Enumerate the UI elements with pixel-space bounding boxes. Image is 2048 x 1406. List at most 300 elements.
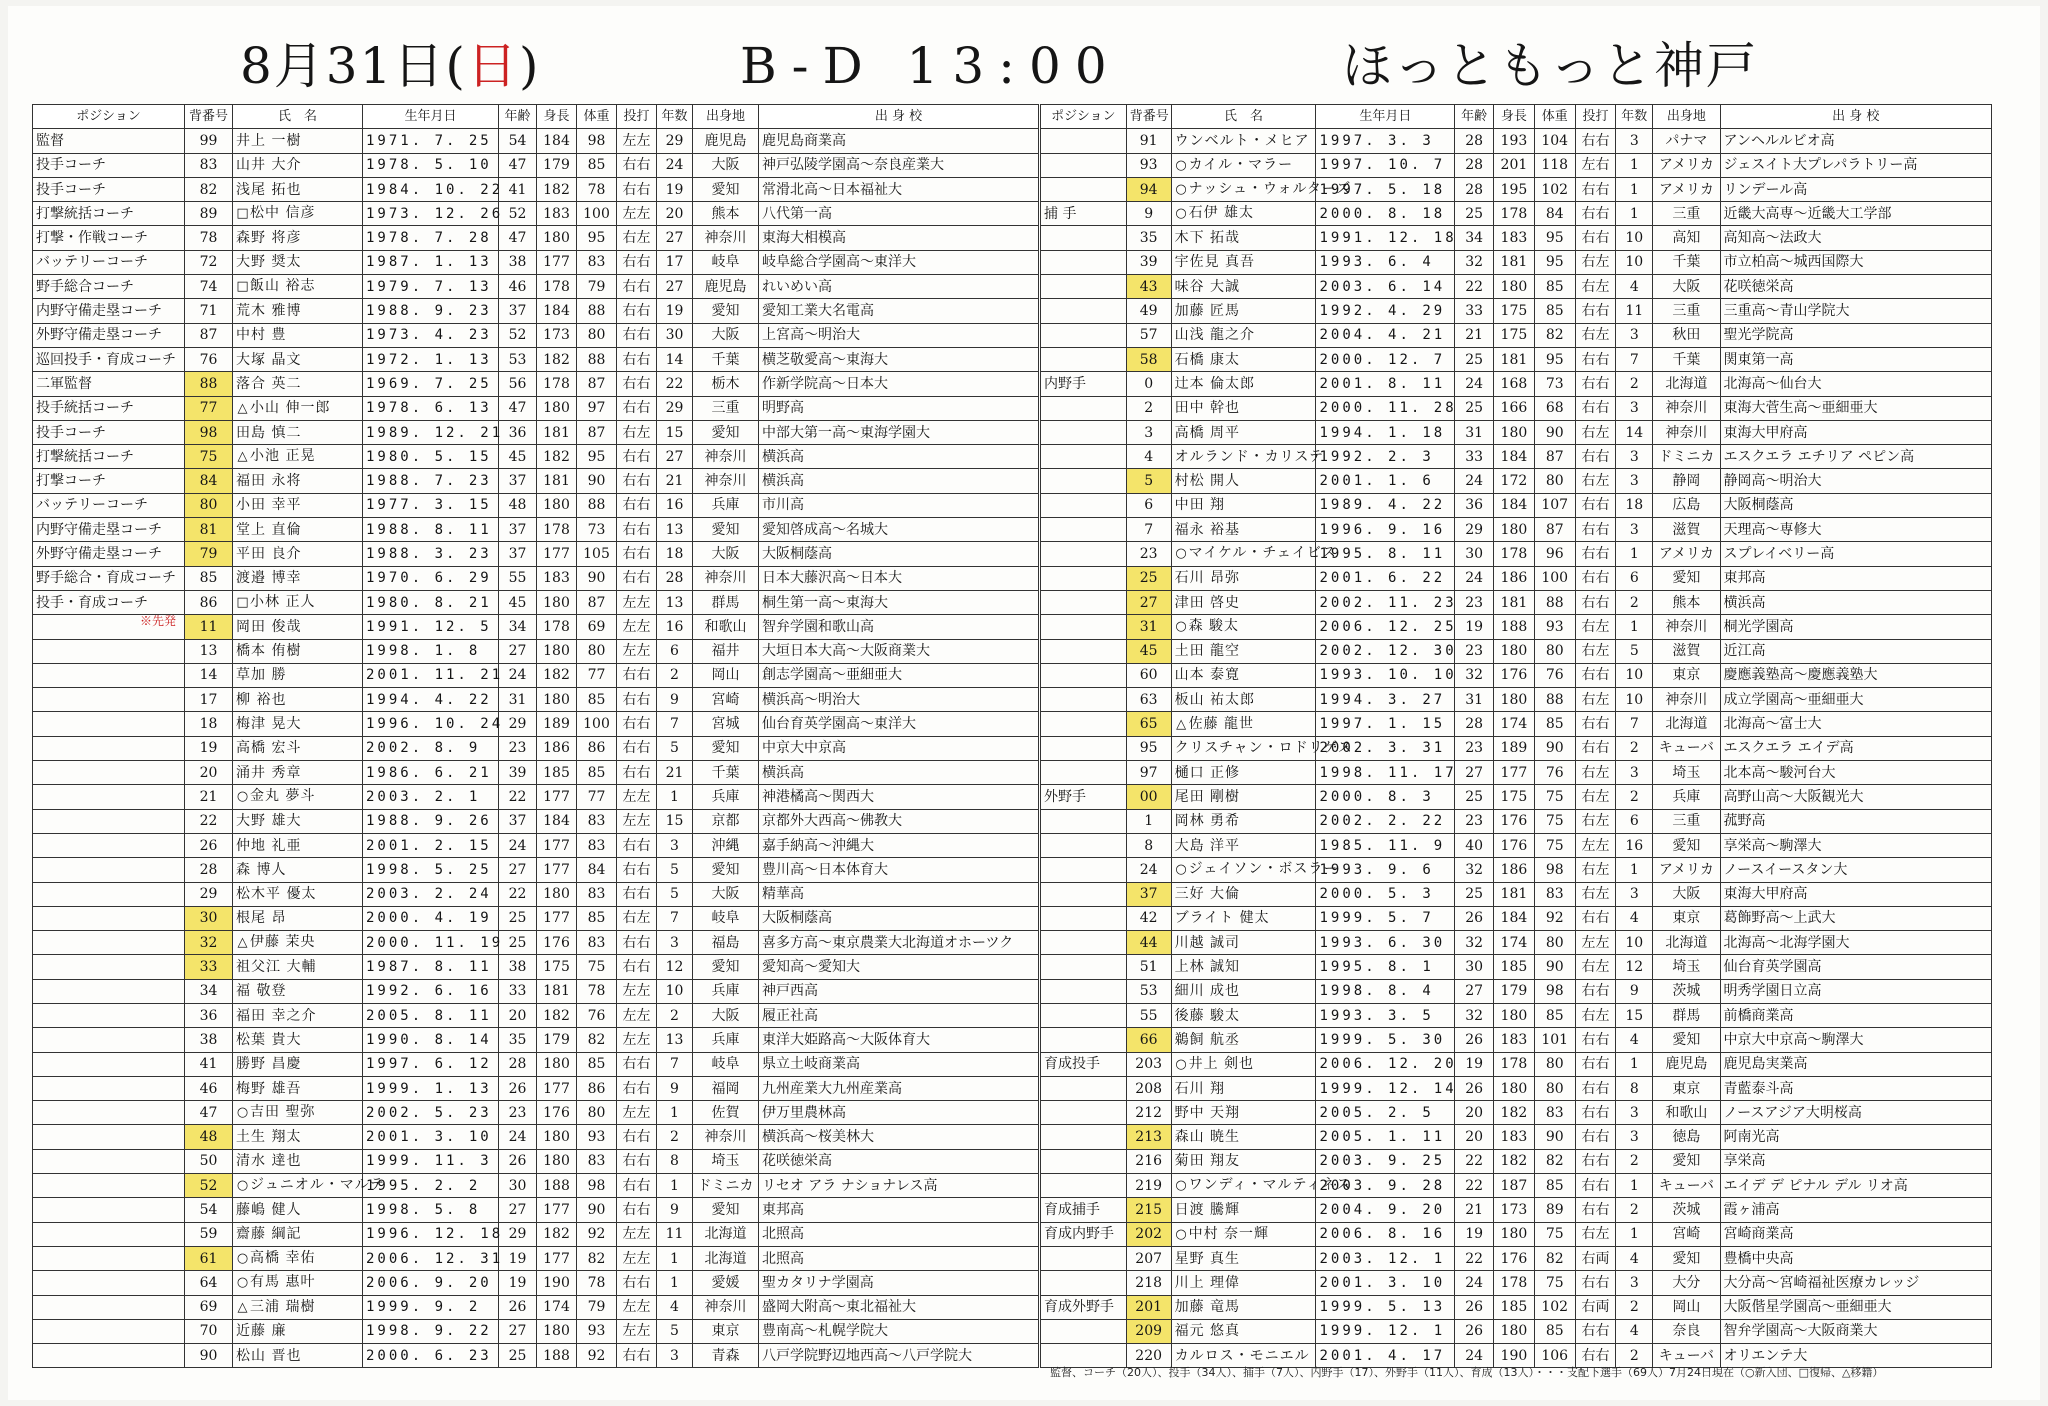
table-row <box>33 542 1039 566</box>
birthdate-cell: 1973. 12. 26 <box>363 202 499 226</box>
position-cell <box>1041 931 1127 955</box>
hometown-cell: 愛知 <box>693 299 759 323</box>
weight-cell: 90 <box>1534 736 1575 760</box>
bats-throws-cell: 右右 <box>617 275 657 299</box>
age-cell: 39 <box>499 761 537 785</box>
player-name-cell: 石川 昂弥 <box>1171 566 1316 590</box>
jersey-number-cell: 220 <box>1126 1344 1171 1368</box>
bats-throws-cell: 右右 <box>1575 347 1616 371</box>
years-cell: 18 <box>657 542 693 566</box>
birthdate-cell: 2000. 12. 7 <box>1316 347 1455 371</box>
hometown-cell: 岐阜 <box>693 906 759 930</box>
player-name-cell: クリスチャン・ロドリゲス <box>1171 736 1316 760</box>
position-cell <box>33 785 185 809</box>
hometown-cell: 兵庫 <box>693 493 759 517</box>
school-cell: 天理高～専修大 <box>1720 518 1991 542</box>
years-cell: 29 <box>657 396 693 420</box>
table-row <box>1041 590 1992 614</box>
years-cell: 5 <box>657 1319 693 1343</box>
years-cell: 2 <box>657 1003 693 1027</box>
birthdate-cell: 1999. 9. 2 <box>363 1295 499 1319</box>
birthdate-cell: 2001. 2. 15 <box>363 833 499 857</box>
hometown-cell: 福島 <box>693 931 759 955</box>
weight-cell: 93 <box>577 1125 617 1149</box>
position-cell <box>33 882 185 906</box>
school-cell: 明秀学園日立高 <box>1720 979 1991 1003</box>
birthdate-cell: 2003. 12. 1 <box>1316 1246 1455 1270</box>
position-cell: 投手統括コーチ <box>33 396 185 420</box>
table-row <box>1041 882 1992 906</box>
position-cell: 野手総合・育成コーチ <box>33 566 185 590</box>
hometown-cell: キューバ <box>1653 1344 1720 1368</box>
age-cell: 32 <box>1455 931 1494 955</box>
player-name-cell <box>1171 1174 1352 1198</box>
hometown-cell: 大阪 <box>1653 882 1720 906</box>
age-cell: 33 <box>499 979 537 1003</box>
years-cell: 13 <box>657 518 693 542</box>
position-cell <box>1041 688 1127 712</box>
weight-cell: 85 <box>577 688 617 712</box>
player-name-cell: 福元 悠真 <box>1171 1319 1316 1343</box>
position-cell: 打撃コーチ <box>33 469 185 493</box>
bats-throws-cell: 右右 <box>1575 445 1616 469</box>
player-name-cell: 松山 晋也 <box>233 1344 363 1368</box>
weight-cell: 90 <box>577 469 617 493</box>
bats-throws-cell: 右右 <box>617 663 657 687</box>
table-row <box>1041 542 1992 566</box>
table-row <box>1041 1028 1992 1052</box>
roster-table-right <box>1040 104 1992 1368</box>
jersey-number-cell: 59 <box>185 1222 233 1246</box>
table-row <box>33 858 1039 882</box>
player-name-cell: 藤嶋 健人 <box>233 1198 363 1222</box>
height-cell: 201 <box>1494 153 1535 177</box>
position-cell <box>1041 615 1127 639</box>
table-row <box>33 299 1039 323</box>
bats-throws-cell: 左左 <box>617 1222 657 1246</box>
table-row <box>1041 566 1992 590</box>
table-row <box>33 347 1039 371</box>
position-cell: 監督 <box>33 129 185 153</box>
height-cell: 178 <box>537 372 577 396</box>
position-cell <box>33 955 185 979</box>
jersey-number-cell: 42 <box>1126 906 1171 930</box>
player-name-cell: 野中 天翔 <box>1171 1101 1316 1125</box>
jersey-number-cell: 41 <box>185 1052 233 1076</box>
position-cell <box>1041 493 1127 517</box>
height-cell: 180 <box>1494 1319 1535 1343</box>
school-cell: エスクエラ エチリア ペピン高 <box>1720 445 1991 469</box>
weight-cell: 87 <box>577 590 617 614</box>
bats-throws-cell: 左左 <box>617 1028 657 1052</box>
jersey-number-cell: 209 <box>1126 1319 1171 1343</box>
weight-cell: 102 <box>1534 177 1575 201</box>
school-cell: 鹿児島商業高 <box>759 129 1039 153</box>
age-cell: 33 <box>1455 299 1494 323</box>
height-cell: 193 <box>1494 129 1535 153</box>
school-cell: 横浜高 <box>1720 590 1991 614</box>
years-cell: 3 <box>1616 469 1653 493</box>
birthdate-cell: 1994. 3. 27 <box>1316 688 1455 712</box>
bats-throws-cell: 右左 <box>617 420 657 444</box>
age-cell: 37 <box>499 542 537 566</box>
birthdate-cell: 1995. 8. 1 <box>1316 955 1455 979</box>
weight-cell: 80 <box>577 323 617 347</box>
school-cell: 九州産業大九州産業高 <box>759 1076 1039 1100</box>
bats-throws-cell: 右右 <box>1575 226 1616 250</box>
column-header: 投打 <box>617 105 657 129</box>
age-cell: 47 <box>499 226 537 250</box>
jersey-number-cell: 48 <box>185 1125 233 1149</box>
column-header: 体重 <box>1534 105 1575 129</box>
weight-cell: 88 <box>577 493 617 517</box>
height-cell: 188 <box>1494 615 1535 639</box>
hometown-cell: 広島 <box>1653 493 1720 517</box>
hometown-cell: 和歌山 <box>693 615 759 639</box>
jersey-number-cell: 95 <box>1126 736 1171 760</box>
birthdate-cell: 1999. 1. 13 <box>363 1076 499 1100</box>
hometown-cell: 神奈川 <box>1653 688 1720 712</box>
years-cell: 10 <box>1616 688 1653 712</box>
player-name-cell: 岡田 俊哉 <box>233 615 363 639</box>
position-cell: 育成捕手 <box>1041 1198 1127 1222</box>
hometown-cell: 大阪 <box>693 542 759 566</box>
weight-cell: 77 <box>577 663 617 687</box>
school-cell: 関東第一高 <box>1720 347 1991 371</box>
weight-cell: 75 <box>1534 809 1575 833</box>
jersey-number-cell: 21 <box>185 785 233 809</box>
player-name-cell: ブライト 健太 <box>1171 906 1316 930</box>
school-cell: 近畿大高専～近畿大工学部 <box>1720 202 1991 226</box>
school-cell: 前橋商業高 <box>1720 1003 1991 1027</box>
jersey-number-cell: 57 <box>1126 323 1171 347</box>
weight-cell: 95 <box>1534 226 1575 250</box>
birthdate-cell: 2003. 9. 28 <box>1316 1174 1455 1198</box>
jersey-number-cell: 54 <box>185 1198 233 1222</box>
position-cell <box>33 1101 185 1125</box>
weight-cell: 90 <box>577 1198 617 1222</box>
birthdate-cell: 1980. 5. 15 <box>363 445 499 469</box>
birthdate-cell: 1998. 5. 8 <box>363 1198 499 1222</box>
bats-throws-cell: 右左 <box>1575 688 1616 712</box>
weight-cell: 80 <box>577 1101 617 1125</box>
jersey-number-cell: 90 <box>185 1344 233 1368</box>
position-cell <box>1041 736 1127 760</box>
player-name: 小山 伸一郎 <box>250 399 331 416</box>
height-cell: 177 <box>537 1076 577 1100</box>
roster-status-mark: □ <box>236 206 250 222</box>
position-cell <box>1041 761 1127 785</box>
jersey-number-cell: 25 <box>1126 566 1171 590</box>
age-cell: 26 <box>1455 1076 1494 1100</box>
hometown-cell: アメリカ <box>1653 542 1720 566</box>
years-cell: 15 <box>657 809 693 833</box>
height-cell: 182 <box>537 177 577 201</box>
age-cell: 22 <box>1455 1174 1494 1198</box>
jersey-number-cell: 71 <box>185 299 233 323</box>
years-cell: 20 <box>657 202 693 226</box>
weight-cell: 83 <box>577 882 617 906</box>
height-cell: 178 <box>1494 202 1535 226</box>
player-name-cell: 福田 幸之介 <box>233 1003 363 1027</box>
player-name-cell: 浅尾 拓也 <box>233 177 363 201</box>
school-cell: ノースアジア大明桜高 <box>1720 1101 1991 1125</box>
hometown-cell: 愛知 <box>1653 566 1720 590</box>
table-row <box>1041 518 1992 542</box>
school-cell: 横浜高 <box>759 445 1039 469</box>
years-cell: 1 <box>1616 542 1653 566</box>
birthdate-cell: 2006. 12. 31 <box>363 1246 499 1270</box>
player-name-cell <box>233 1295 363 1319</box>
bats-throws-cell: 左左 <box>617 1319 657 1343</box>
hometown-cell: 三重 <box>1653 299 1720 323</box>
age-cell: 24 <box>499 833 537 857</box>
school-cell: 大阪偕星学園高～亜細亜大 <box>1720 1295 1991 1319</box>
roster-status-mark: △ <box>237 1299 249 1315</box>
jersey-number-cell: 14 <box>185 663 233 687</box>
player-name-cell: 細川 成也 <box>1171 979 1316 1003</box>
age-cell: 36 <box>499 420 537 444</box>
bats-throws-cell: 右右 <box>617 372 657 396</box>
jersey-number-cell: 51 <box>1126 955 1171 979</box>
school-cell: 神戸弘陵学園高～奈良産業大 <box>759 153 1039 177</box>
age-cell: 56 <box>499 372 537 396</box>
years-cell: 7 <box>1616 347 1653 371</box>
school-cell: 菰野高 <box>1720 809 1991 833</box>
school-cell: 高知高～法政大 <box>1720 226 1991 250</box>
bats-throws-cell: 右左 <box>1575 785 1616 809</box>
height-cell: 176 <box>1494 1246 1535 1270</box>
player-name-cell: 大島 洋平 <box>1171 833 1316 857</box>
weight-cell: 75 <box>1534 833 1575 857</box>
position-cell <box>1041 955 1127 979</box>
weight-cell: 101 <box>1534 1028 1575 1052</box>
height-cell: 185 <box>1494 1295 1535 1319</box>
player-name-cell: 土生 翔太 <box>233 1125 363 1149</box>
player-name-cell: 田島 慎二 <box>233 420 363 444</box>
years-cell: 1 <box>1616 177 1653 201</box>
school-cell: 高野山高～大阪観光大 <box>1720 785 1991 809</box>
height-cell: 180 <box>537 396 577 420</box>
player-name-cell: 清水 達也 <box>233 1149 363 1173</box>
height-cell: 184 <box>1494 493 1535 517</box>
birthdate-cell: 1997. 10. 7 <box>1316 153 1455 177</box>
birthdate-cell: 1996. 10. 24 <box>363 712 499 736</box>
age-cell: 37 <box>499 809 537 833</box>
player-name: マイケル・チェイビス <box>1188 545 1337 562</box>
position-cell <box>33 1295 185 1319</box>
table-row <box>33 1003 1039 1027</box>
hometown-cell: 大阪 <box>693 323 759 347</box>
table-row <box>33 1174 1039 1198</box>
table-row <box>1041 1052 1992 1076</box>
position-cell <box>33 1174 185 1198</box>
column-header: 背番号 <box>1126 105 1171 129</box>
height-cell: 173 <box>1494 1198 1535 1222</box>
years-cell: 2 <box>657 663 693 687</box>
hometown-cell: 神奈川 <box>693 1295 759 1319</box>
years-cell: 7 <box>657 1052 693 1076</box>
years-cell: 10 <box>1616 931 1653 955</box>
years-cell: 5 <box>1616 639 1653 663</box>
weight-cell: 75 <box>1534 785 1575 809</box>
table-row <box>1041 323 1992 347</box>
table-row <box>33 688 1039 712</box>
height-cell: 185 <box>537 761 577 785</box>
birthdate-cell: 1971. 7. 25 <box>363 129 499 153</box>
age-cell: 25 <box>1455 202 1494 226</box>
height-cell: 177 <box>537 906 577 930</box>
bats-throws-cell: 右左 <box>1575 1222 1616 1246</box>
height-cell: 180 <box>537 882 577 906</box>
table-row <box>33 1271 1039 1295</box>
age-cell: 29 <box>499 1222 537 1246</box>
height-cell: 177 <box>537 833 577 857</box>
jersey-number-cell: 63 <box>1126 688 1171 712</box>
roster-status-mark: ○ <box>1175 206 1188 222</box>
column-header: 氏 名 <box>1171 105 1316 129</box>
years-cell: 14 <box>657 347 693 371</box>
table-row <box>1041 955 1992 979</box>
hometown-cell: 北海道 <box>1653 931 1720 955</box>
position-cell <box>1041 420 1127 444</box>
position-cell <box>1041 1319 1127 1343</box>
weight-cell: 85 <box>577 761 617 785</box>
bats-throws-cell: 右右 <box>1575 202 1616 226</box>
height-cell: 182 <box>537 1222 577 1246</box>
jersey-number-cell: 52 <box>185 1174 233 1198</box>
table-row <box>33 809 1039 833</box>
school-cell: 仙台育英学園高 <box>1720 955 1991 979</box>
years-cell: 15 <box>657 420 693 444</box>
hometown-cell: 滋賀 <box>1653 518 1720 542</box>
years-cell: 3 <box>1616 445 1653 469</box>
bats-throws-cell: 右左 <box>1575 275 1616 299</box>
height-cell: 189 <box>1494 736 1535 760</box>
years-cell: 27 <box>657 226 693 250</box>
position-cell <box>33 663 185 687</box>
hometown-cell: 大阪 <box>1653 275 1720 299</box>
hometown-cell: 大阪 <box>693 153 759 177</box>
height-cell: 182 <box>1494 1101 1535 1125</box>
jersey-number-cell: 218 <box>1126 1271 1171 1295</box>
player-name: 小林 正人 <box>250 594 316 611</box>
school-cell: 作新学院高～日本大 <box>759 372 1039 396</box>
jersey-number-cell: 85 <box>185 566 233 590</box>
height-cell: 183 <box>537 202 577 226</box>
age-cell: 27 <box>1455 761 1494 785</box>
player-name-cell: 近藤 廉 <box>233 1319 363 1343</box>
bats-throws-cell: 右右 <box>617 1271 657 1295</box>
bats-throws-cell: 右右 <box>617 542 657 566</box>
weight-cell: 80 <box>577 639 617 663</box>
jersey-number-cell: 2 <box>1126 396 1171 420</box>
school-cell: 精華高 <box>759 882 1039 906</box>
position-cell: 巡回投手・育成コーチ <box>33 347 185 371</box>
player-name-cell: 井上 一樹 <box>233 129 363 153</box>
school-cell: 桐光学園高 <box>1720 615 1991 639</box>
table-row <box>1041 469 1992 493</box>
table-row <box>1041 906 1992 930</box>
player-name-cell: 森 博人 <box>233 858 363 882</box>
years-cell: 2 <box>1616 1198 1653 1222</box>
table-header-row <box>33 105 1039 129</box>
weight-cell: 83 <box>577 250 617 274</box>
birthdate-cell: 1995. 8. 11 <box>1316 542 1455 566</box>
school-cell: 桐生第一高～東海大 <box>759 590 1039 614</box>
height-cell: 177 <box>537 785 577 809</box>
birthdate-cell: 2004. 9. 20 <box>1316 1198 1455 1222</box>
jersey-number-cell: 36 <box>185 1003 233 1027</box>
table-row <box>1041 372 1992 396</box>
position-cell <box>1041 396 1127 420</box>
roster-status-mark: ○ <box>236 1275 250 1291</box>
table-row <box>1041 833 1992 857</box>
table-row <box>33 639 1039 663</box>
age-cell: 53 <box>499 347 537 371</box>
years-cell: 18 <box>1616 493 1653 517</box>
jersey-number-cell: 26 <box>185 833 233 857</box>
player-name-cell: 樋口 正修 <box>1171 761 1316 785</box>
height-cell: 190 <box>537 1271 577 1295</box>
player-name-cell: 菊田 翔友 <box>1171 1149 1316 1173</box>
birthdate-cell: 1986. 6. 21 <box>363 761 499 785</box>
weight-cell: 107 <box>1534 493 1575 517</box>
school-cell: 盛岡大附高～東北福祉大 <box>759 1295 1039 1319</box>
hometown-cell: 三重 <box>1653 809 1720 833</box>
roster-status-mark: ○ <box>1175 862 1188 878</box>
height-cell: 179 <box>537 153 577 177</box>
years-cell: 4 <box>657 1295 693 1319</box>
table-row <box>33 177 1039 201</box>
height-cell: 180 <box>537 639 577 663</box>
bats-throws-cell: 右右 <box>1575 1149 1616 1173</box>
years-cell: 4 <box>1616 275 1653 299</box>
player-name-cell <box>233 590 363 614</box>
height-cell: 178 <box>537 518 577 542</box>
roster-status-mark: □ <box>236 279 250 295</box>
player-name-cell: 福永 裕基 <box>1171 518 1316 542</box>
column-header: 投打 <box>1575 105 1616 129</box>
player-name-cell: 高橋 宏斗 <box>233 736 363 760</box>
birthdate-cell: 1972. 1. 13 <box>363 347 499 371</box>
jersey-number-cell: 79 <box>185 542 233 566</box>
birthdate-cell: 2000. 5. 3 <box>1316 882 1455 906</box>
school-cell: 智弁学園高～大阪商業大 <box>1720 1319 1991 1343</box>
age-cell: 28 <box>1455 153 1494 177</box>
table-row <box>33 1076 1039 1100</box>
years-cell: 27 <box>657 445 693 469</box>
position-cell <box>1041 469 1127 493</box>
weight-cell: 85 <box>1534 1174 1575 1198</box>
player-name-cell: 川上 理偉 <box>1171 1271 1316 1295</box>
table-row <box>33 931 1039 955</box>
position-cell <box>1041 275 1127 299</box>
hometown-cell: 三重 <box>1653 202 1720 226</box>
weight-cell: 88 <box>1534 688 1575 712</box>
years-cell: 5 <box>657 882 693 906</box>
years-cell: 1 <box>1616 615 1653 639</box>
height-cell: 178 <box>1494 1271 1535 1295</box>
jersey-number-cell: 213 <box>1126 1125 1171 1149</box>
birthdate-cell: 1993. 9. 6 <box>1316 858 1455 882</box>
age-cell: 22 <box>1455 1246 1494 1270</box>
height-cell: 177 <box>537 542 577 566</box>
player-name-cell: 石川 翔 <box>1171 1076 1316 1100</box>
player-name-cell: 福田 永将 <box>233 469 363 493</box>
hometown-cell: 愛知 <box>1653 1246 1720 1270</box>
birthdate-cell: 2000. 4. 19 <box>363 906 499 930</box>
